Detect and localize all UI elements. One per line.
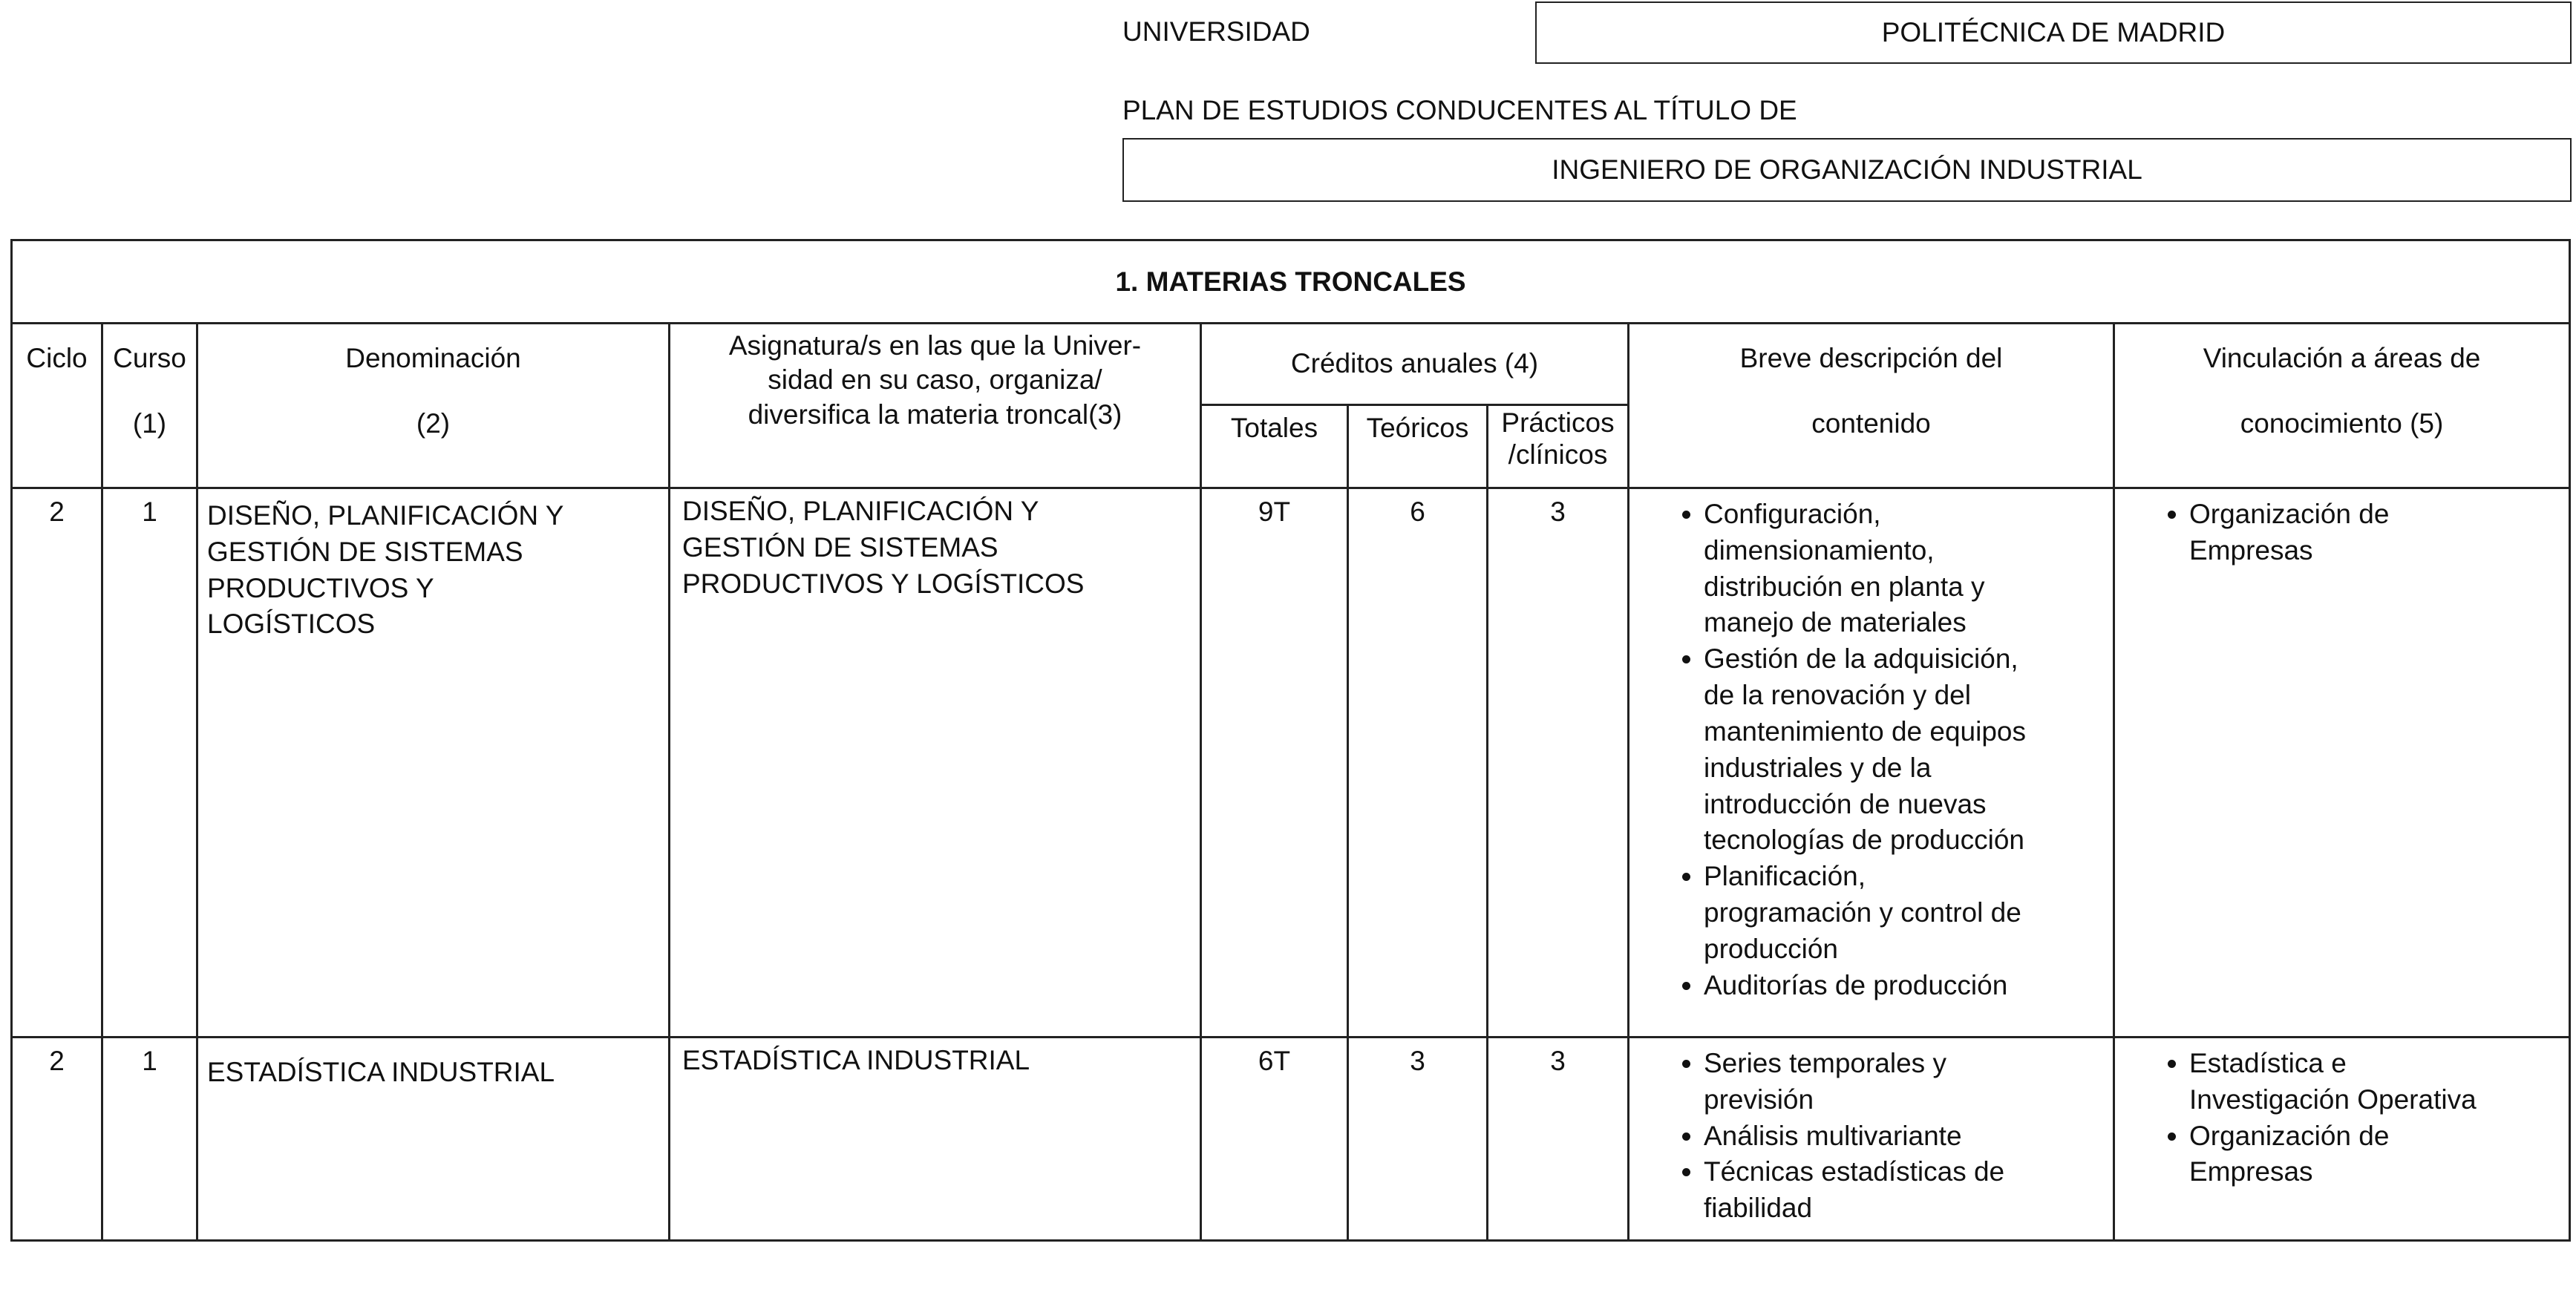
row-descripcion (1629, 1038, 2114, 1241)
row-ciclo: 2 (12, 1038, 102, 1241)
list-item: • Organización de Empresas (2189, 496, 2560, 569)
list-item: • Planificación, programación y control de producción (1704, 859, 2104, 967)
header-ciclo: Ciclo (12, 324, 102, 488)
header-teoricos: Teóricos (1348, 405, 1488, 488)
header-totales: Totales (1201, 405, 1348, 488)
header-asignatura: Asignatura/s en las que la Univer- sidad en su caso, organiza/ diversifica la materia troncal(3) (670, 324, 1201, 488)
row-descripcion (1629, 488, 2114, 1038)
header-vinculacion: Vinculación a áreas de conocimiento (5) (2114, 324, 2570, 488)
list-item: • Estadística e Investigación Operativa (2189, 1046, 2560, 1118)
row-practicos: 3 (1488, 488, 1629, 1038)
header-denominacion: Denominación (2) (197, 324, 670, 488)
header-descripcion: Breve descripción del contenido (1629, 324, 2114, 488)
header-curso: Curso (1) (102, 324, 197, 488)
list-item: • Organización de Empresas (2189, 1118, 2560, 1191)
row-curso: 1 (102, 488, 197, 1038)
row-curso: 1 (102, 1038, 197, 1241)
row-denominacion: ESTADÍSTICA INDUSTRIAL (197, 1038, 670, 1241)
table-row (12, 1038, 2570, 1241)
row-vinculacion (2114, 488, 2570, 1038)
list-item: • Series temporales y previsión (1704, 1046, 2104, 1118)
list-item: • Gestión de la adquisición, de la renovación y del mantenimiento de equipos industriales y de la introducción de nuevas tecnologías de producción (1704, 641, 2104, 859)
row-asignatura: ESTADÍSTICA INDUSTRIAL (670, 1038, 1201, 1241)
materias-troncales-table (10, 239, 2571, 1242)
row-ciclo: 2 (12, 488, 102, 1038)
row-totales: 9T (1201, 488, 1348, 1038)
universidad-label: UNIVERSIDAD (1122, 16, 1310, 47)
header-practicos: Prácticos /clínicos (1488, 405, 1629, 488)
universidad-value-box: POLITÉCNICA DE MADRID (1535, 1, 2572, 64)
row-vinculacion (2114, 1038, 2570, 1241)
row-practicos: 3 (1488, 1038, 1629, 1241)
table-title: 1. MATERIAS TRONCALES (12, 240, 2570, 324)
list-item: • Técnicas estadísticas de fiabilidad (1704, 1154, 2104, 1227)
header-creditos: Créditos anuales (4) (1201, 324, 1629, 405)
row-teoricos: 6 (1348, 488, 1488, 1038)
row-teoricos: 3 (1348, 1038, 1488, 1241)
table-row (12, 488, 2570, 1038)
plan-label: PLAN DE ESTUDIOS CONDUCENTES AL TÍTULO DE (1122, 95, 1797, 125)
list-item: • Configuración, dimensionamiento, distribución en planta y manejo de materiales (1704, 496, 2104, 641)
titulo-value-box: INGENIERO DE ORGANIZACIÓN INDUSTRIAL (1122, 138, 2572, 202)
list-item: • Auditorías de producción (1704, 968, 2104, 1004)
row-asignatura: DISEÑO, PLANIFICACIÓN Y GESTIÓN DE SISTEMAS PRODUCTIVOS Y LOGÍSTICOS (670, 488, 1201, 1038)
row-denominacion: DISEÑO, PLANIFICACIÓN Y GESTIÓN DE SISTEMAS PRODUCTIVOS Y LOGÍSTICOS (197, 488, 670, 1038)
row-totales: 6T (1201, 1038, 1348, 1241)
list-item: • Análisis multivariante (1704, 1118, 2104, 1155)
